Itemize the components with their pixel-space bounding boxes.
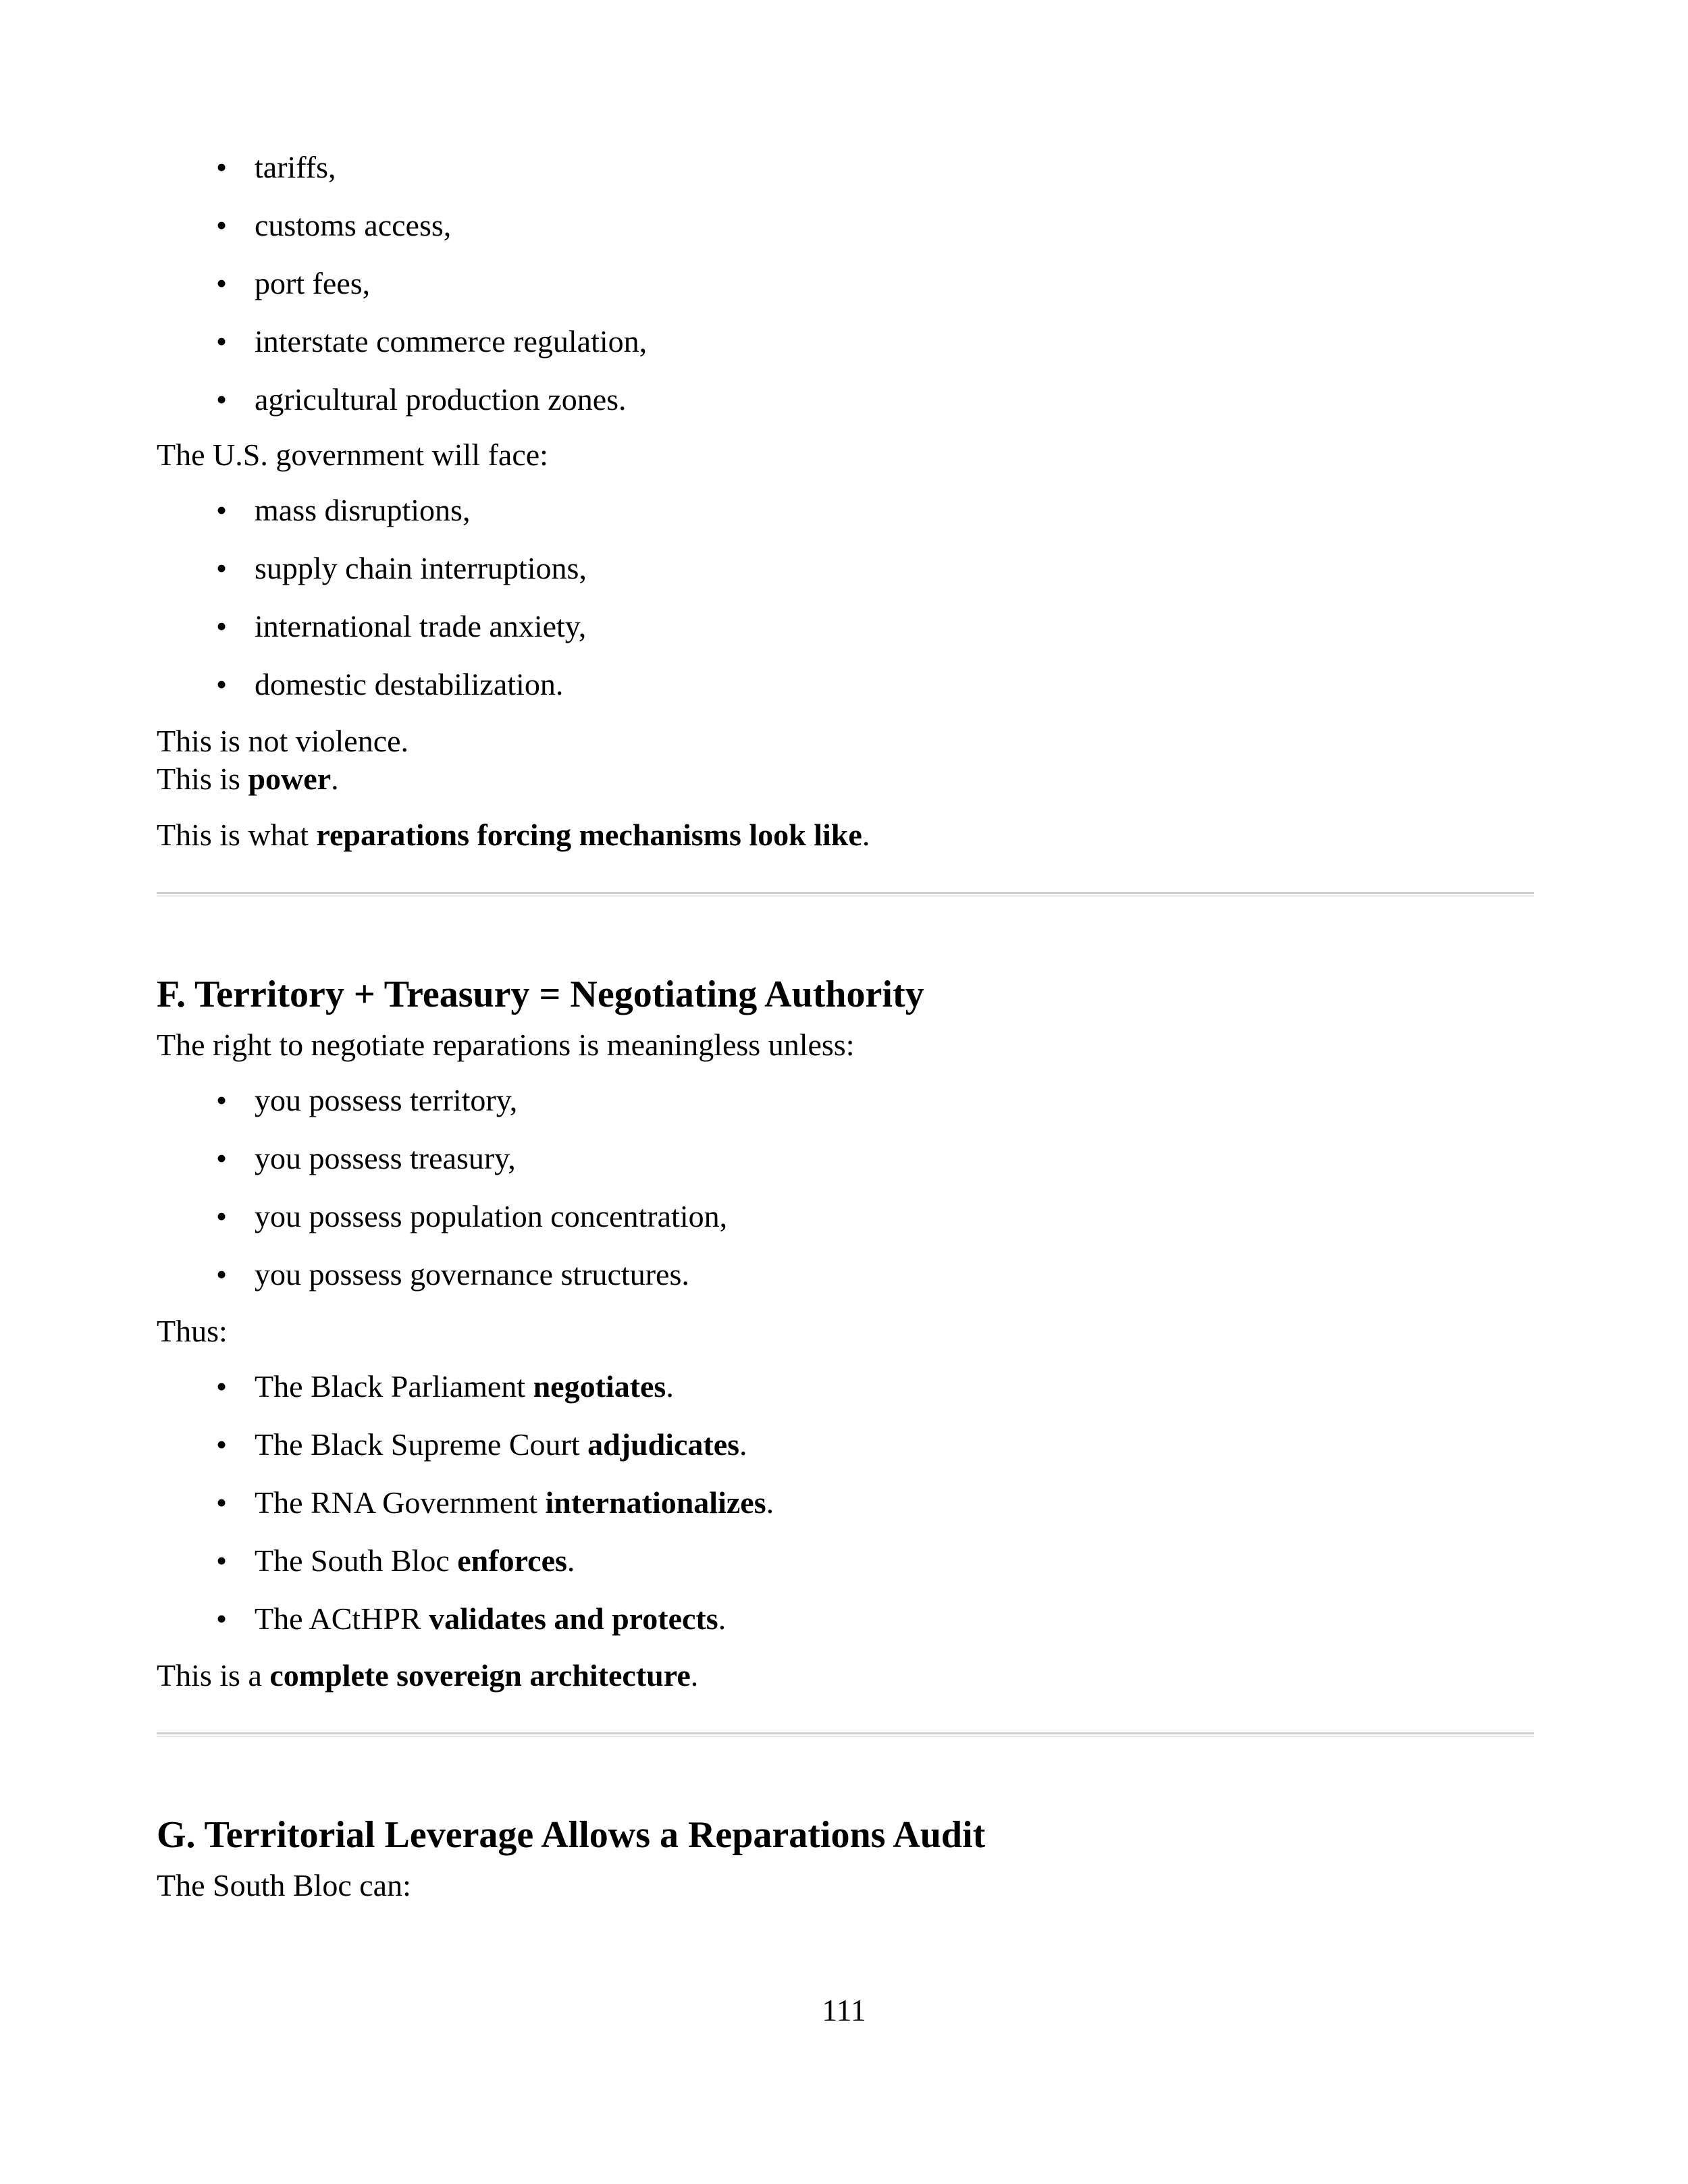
text-span: This is what [157, 818, 317, 852]
power-line [157, 760, 1534, 798]
text-span: This is [157, 762, 248, 796]
bold-text: complete sovereign architecture [269, 1658, 691, 1693]
possession-list [157, 1082, 1534, 1294]
bold-text: negotiates [533, 1369, 666, 1404]
list-item: • tariffs, [157, 149, 1534, 186]
list-item: • mass disruptions, [157, 491, 1534, 529]
bold-text: validates and protects [429, 1601, 718, 1636]
list-item: • interstate commerce regulation, [157, 323, 1534, 361]
section-f-heading: F. Territory + Treasury = Negotiating Authority [157, 974, 924, 1015]
section-g-intro: The South Bloc can: [157, 1868, 411, 1902]
text-span: The ACtHPR [255, 1601, 429, 1636]
list-item: • supply chain interruptions, [157, 550, 1534, 587]
text-span: The RNA Government [255, 1485, 546, 1520]
text-span: . [566, 1543, 575, 1578]
list-item [157, 1368, 1534, 1406]
text-span: . [739, 1427, 747, 1462]
text-span: . [862, 818, 870, 852]
list-item: • domestic destabilization. [157, 666, 1534, 703]
thus-label: Thus: [157, 1314, 228, 1348]
list-item [157, 1484, 1534, 1522]
bold-text: internationalizes [545, 1485, 766, 1520]
list-item [157, 1426, 1534, 1464]
list-item: • agricultural production zones. [157, 381, 1534, 419]
bold-text: reparations forcing mechanisms look like [316, 818, 862, 852]
consequences-list [157, 491, 1534, 703]
bold-text: power [248, 762, 332, 796]
list-item: • you possess governance structures. [157, 1256, 1534, 1294]
text-span: . [666, 1369, 674, 1404]
sovereign-roles-list [157, 1368, 1534, 1638]
reparations-line [157, 816, 1534, 854]
text-span: . [718, 1601, 727, 1636]
text-span: . [766, 1485, 774, 1520]
section-f-conclusion [157, 1657, 1534, 1695]
list-item: • you possess population concentration, [157, 1198, 1534, 1235]
economic-levers-list [157, 149, 1534, 419]
text-span: . [331, 762, 339, 796]
text-span: The Black Parliament [255, 1369, 533, 1404]
section-g-heading: G. Territorial Leverage Allows a Reparations Audit [157, 1814, 986, 1856]
us-face-intro: The U.S. government will face: [157, 437, 548, 472]
section-f-intro: The right to negotiate reparations is meaningless unless: [157, 1028, 855, 1062]
section-divider [157, 892, 1534, 897]
list-item [157, 1600, 1534, 1638]
text-span: . [690, 1658, 699, 1693]
text-span: This is a [157, 1658, 270, 1693]
list-item: • port fees, [157, 265, 1534, 302]
page-content [157, 149, 1534, 1905]
page-number: 111 [822, 1993, 866, 2027]
list-item: • you possess treasury, [157, 1140, 1534, 1177]
section-divider [157, 1732, 1534, 1737]
text-span: The South Bloc [255, 1543, 458, 1578]
list-item: • customs access, [157, 207, 1534, 244]
list-item: • you possess territory, [157, 1082, 1534, 1119]
bold-text: enforces [457, 1543, 567, 1578]
bold-text: adjudicates [587, 1427, 740, 1462]
not-violence-line: This is not violence. [157, 724, 409, 758]
list-item [157, 1542, 1534, 1580]
list-item: • international trade anxiety, [157, 608, 1534, 645]
text-span: The Black Supreme Court [255, 1427, 588, 1462]
